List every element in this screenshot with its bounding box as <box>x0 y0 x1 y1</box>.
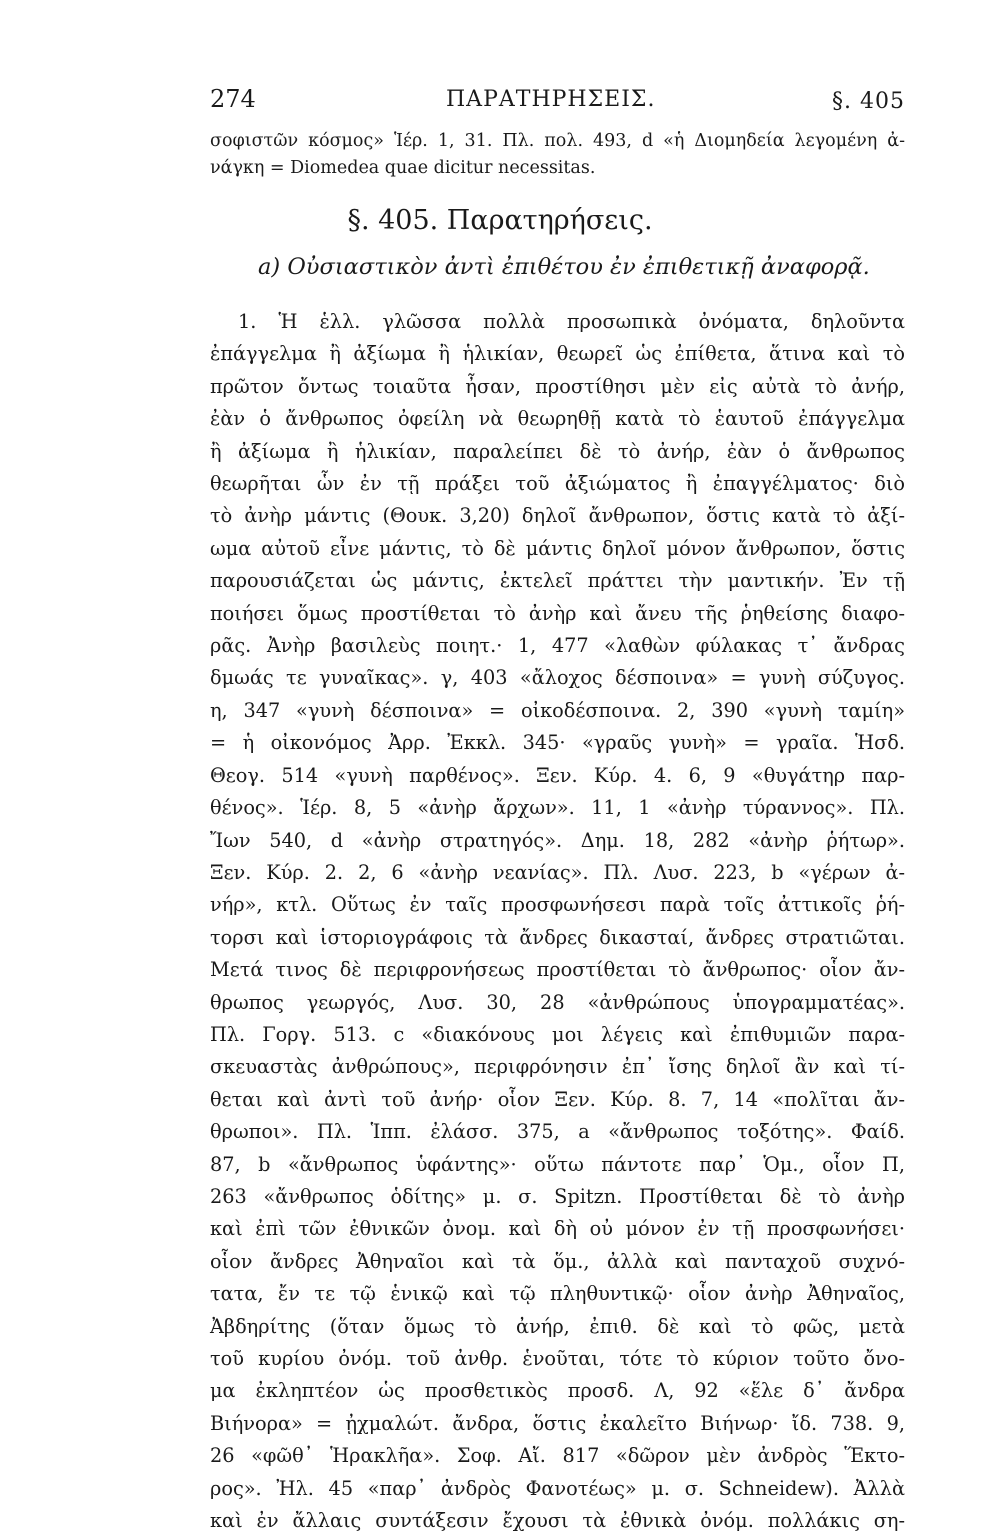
body-line: τορσι καὶ ἱστοριογράφοις τὰ ἄνδρες δικασταί, ἄνδρες στρατιῶται. <box>210 925 905 949</box>
body-line: θεωρῆται ὧν ἐν τῇ πράξει τοῦ ἀξιώματος ἢ ἐπαγγέλματος· διὸ <box>210 472 905 496</box>
body-line: θένος». Ἱέρ. 8, 5 «ἀνὴρ ἄρχων». 11, 1 «ἀνὴρ τύραννος». Πλ. <box>210 796 905 820</box>
body-line: σκευαστὰς ἀνθρώπους», περιφρόνησιν ἐπ᾽ ἴσης δηλοῖ ἂν καὶ τί- <box>210 1055 905 1079</box>
running-title: ΠΑΡΑΤΗΡΗΣΕΙΣ. <box>446 87 656 112</box>
body-line: Βιήνορα» = ᾐχμαλώτ. ἄνδρα, ὅστις ἐκαλεῖτο Βιήνωρ· ἴδ. 738. 9, <box>210 1411 905 1435</box>
page-number: 274 <box>210 85 256 113</box>
body-line: τοῦ κυρίου ὀνόμ. τοῦ ἀνθρ. ἑνοῦται, τότε τὸ κύριον τοῦτο ὄνο- <box>210 1347 905 1370</box>
body-line: οἷον ἄνδρες Ἀθηναῖοι καὶ τὰ ὅμ., ἀλλὰ καὶ πανταχοῦ συχνό- <box>210 1249 905 1273</box>
body-line: ἢ ἀξίωμα ἢ ἡλικίαν, παραλείπει δὲ τὸ ἀνήρ, ἐὰν ὁ ἄνθρωπος <box>210 439 905 463</box>
body-line: Ἀβδηρίτης (ὅταν ὅμως τὸ ἀνήρ, ἐπιθ. δὲ καὶ τὸ φῶς, μετὰ <box>210 1314 905 1338</box>
body-line: Μετά τινος δὲ περιφρονήσεως προστίθεται τὸ ἄνθρωπος· οἷον ἄν- <box>210 958 905 982</box>
body-line: τὸ ἀνὴρ μάντις (Θουκ. 3,20) δηλοῖ ἄνθρωπον, ὅστις κατὰ τὸ ἀξί- <box>210 504 905 528</box>
footnote-line: σοφιστῶν κόσμος» Ἱέρ. 1, 31. Πλ. πολ. 493, d «ἡ Διομηδεία λεγομένη ἀ- <box>210 131 905 151</box>
body-line: Ἴων 540, d «ἀνὴρ στρατηγός». Δημ. 18, 282 «ἀνὴρ ῥήτωρ». <box>210 828 905 852</box>
body-line: Ξεν. Κύρ. 2. 2, 6 «ἀνὴρ νεανίας». Πλ. Λυσ. 223, b «γέρων ἀ- <box>210 860 905 884</box>
body-line: καὶ ἐν ἄλλαις συντάξεσιν ἔχουσι τὰ ἐθνικὰ ὀνόμ. πολλάκις ση- <box>210 1509 905 1533</box>
body-line: Πλ. Γοργ. 513. c «διακόνους μοι λέγεις καὶ ἐπιθυμιῶν παρα- <box>210 1022 905 1046</box>
body-line: θρωπος γεωργός, Λυσ. 30, 28 «ἀνθρώπους ὑπογραμματέας». <box>210 990 905 1014</box>
body-line: τατα, ἔν τε τῷ ἑνικῷ καὶ τῷ πληθυντικῷ· οἷον ἀνὴρ Ἀθηναῖος, <box>210 1282 905 1306</box>
body-line: ποιήσει ὅμως προστίθεται τὸ ἀνὴρ καὶ ἄνευ τῆς ῥηθείσης διαφο- <box>210 601 905 625</box>
footnote-line: νάγκη = Diomedea quae dicitur necessitas. <box>210 158 596 178</box>
body-line: ωμα αὐτοῦ εἶνε μάντις, τὸ δὲ μάντις δηλοῖ μόνον ἄνθρωπον, ὅστις <box>210 536 905 560</box>
body-line: θρωποι». Πλ. Ἱππ. ἐλάσσ. 375, a «ἄνθρωπος τοξότης». Φαίδ. <box>210 1120 905 1144</box>
body-line: καὶ ἐπὶ τῶν ἐθνικῶν ὀνομ. καὶ δὴ οὐ μόνον ἐν τῇ προσφωνήσει· <box>210 1217 905 1241</box>
body-line: 1. Ἡ ἑλλ. γλῶσσα πολλὰ προσωπικὰ ὀνόματα, δηλοῦντα <box>238 310 905 333</box>
body-line: ἐὰν ὁ ἄνθρωπος ὀφείλη νὰ θεωρηθῇ κατὰ τὸ ἑαυτοῦ ἐπάγγελμα <box>210 407 905 431</box>
section-subheading: a) Οὐσιαστικὸν ἀντὶ ἐπιθέτου ἐν ἐπιθετικῇ ἀναφορᾷ. <box>258 254 870 280</box>
body-line: Θεογ. 514 «γυνὴ παρθένος». Ξεν. Κύρ. 4. 6, 9 «θυγάτηρ παρ- <box>210 763 905 787</box>
body-text <box>210 306 905 1537</box>
body-line: παρουσιάζεται ὡς μάντις, ἐκτελεῖ πράττει τὴν μαντικήν. Ἐν τῇ <box>210 569 905 593</box>
body-line: ρος». Ἠλ. 45 «παρ᾽ ἀνδρὸς Φανοτέως» μ. σ. Schneidew). Ἀλλὰ <box>210 1476 905 1500</box>
body-line: θεται καὶ ἀντὶ τοῦ ἀνήρ· οἷον Ξεν. Κύρ. 8. 7, 14 «πολῖται ἄν- <box>210 1087 905 1111</box>
section-heading: §. 405. Παρατηρήσεις. <box>347 205 653 236</box>
body-line: 263 «ἄνθρωπος ὁδίτης» μ. σ. Spitzn. Προστίθεται δὲ τὸ ἀνὴρ <box>210 1184 905 1208</box>
body-line: νήρ», κτλ. Οὕτως ἐν ταῖς προσφωνήσεσι παρὰ τοῖς ἀττικοῖς ῥή- <box>210 893 905 917</box>
section-marker: §. 405 <box>832 89 905 114</box>
body-line: μα ἐκληπτέον ὡς προσθετικὸς προσδ. Λ, 92 «ἕλε δ᾽ ἄνδρα <box>210 1379 905 1403</box>
body-line: ἐπάγγελμα ἢ ἀξίωμα ἢ ἡλικίαν, θεωρεῖ ὡς ἐπίθετα, ἅτινα καὶ τὸ <box>210 342 905 366</box>
footnote <box>210 128 905 182</box>
body-line: πρῶτον ὄντως τοιαῦτα ἦσαν, προστίθησι μὲν εἰς αὐτὰ τὸ ἀνήρ, <box>210 374 905 398</box>
body-line: = ἡ οἰκονόμος Ἀρρ. Ἐκκλ. 345· «γραῦς γυνὴ» = γραῖα. Ἡσδ. <box>210 731 905 755</box>
body-line: 26 «φῶθ᾽ Ἡρακλῆα». Σοφ. Αἴ. 817 «δῶρον μὲν ἀνδρὸς Ἕκτο- <box>210 1444 905 1468</box>
body-line: 87, b «ἄνθρωπος ὑφάντης»· οὕτω πάντοτε παρ᾽ Ὁμ., οἷον Π, <box>210 1152 905 1176</box>
body-line: δμωάς τε γυναῖκας». γ, 403 «ἄλοχος δέσποινα» = γυνὴ σύζυγος. <box>210 666 905 690</box>
body-line: η, 347 «γυνὴ δέσποινα» = οἰκοδέσποινα. 2, 390 «γυνὴ ταμίη» <box>210 698 905 722</box>
body-line: ρᾶς. Ἀνὴρ βασιλεὺς ποιητ.· 1, 477 «λαθὼν φύλακας τ᾽ ἄνδρας <box>210 634 905 658</box>
running-head <box>210 85 905 125</box>
